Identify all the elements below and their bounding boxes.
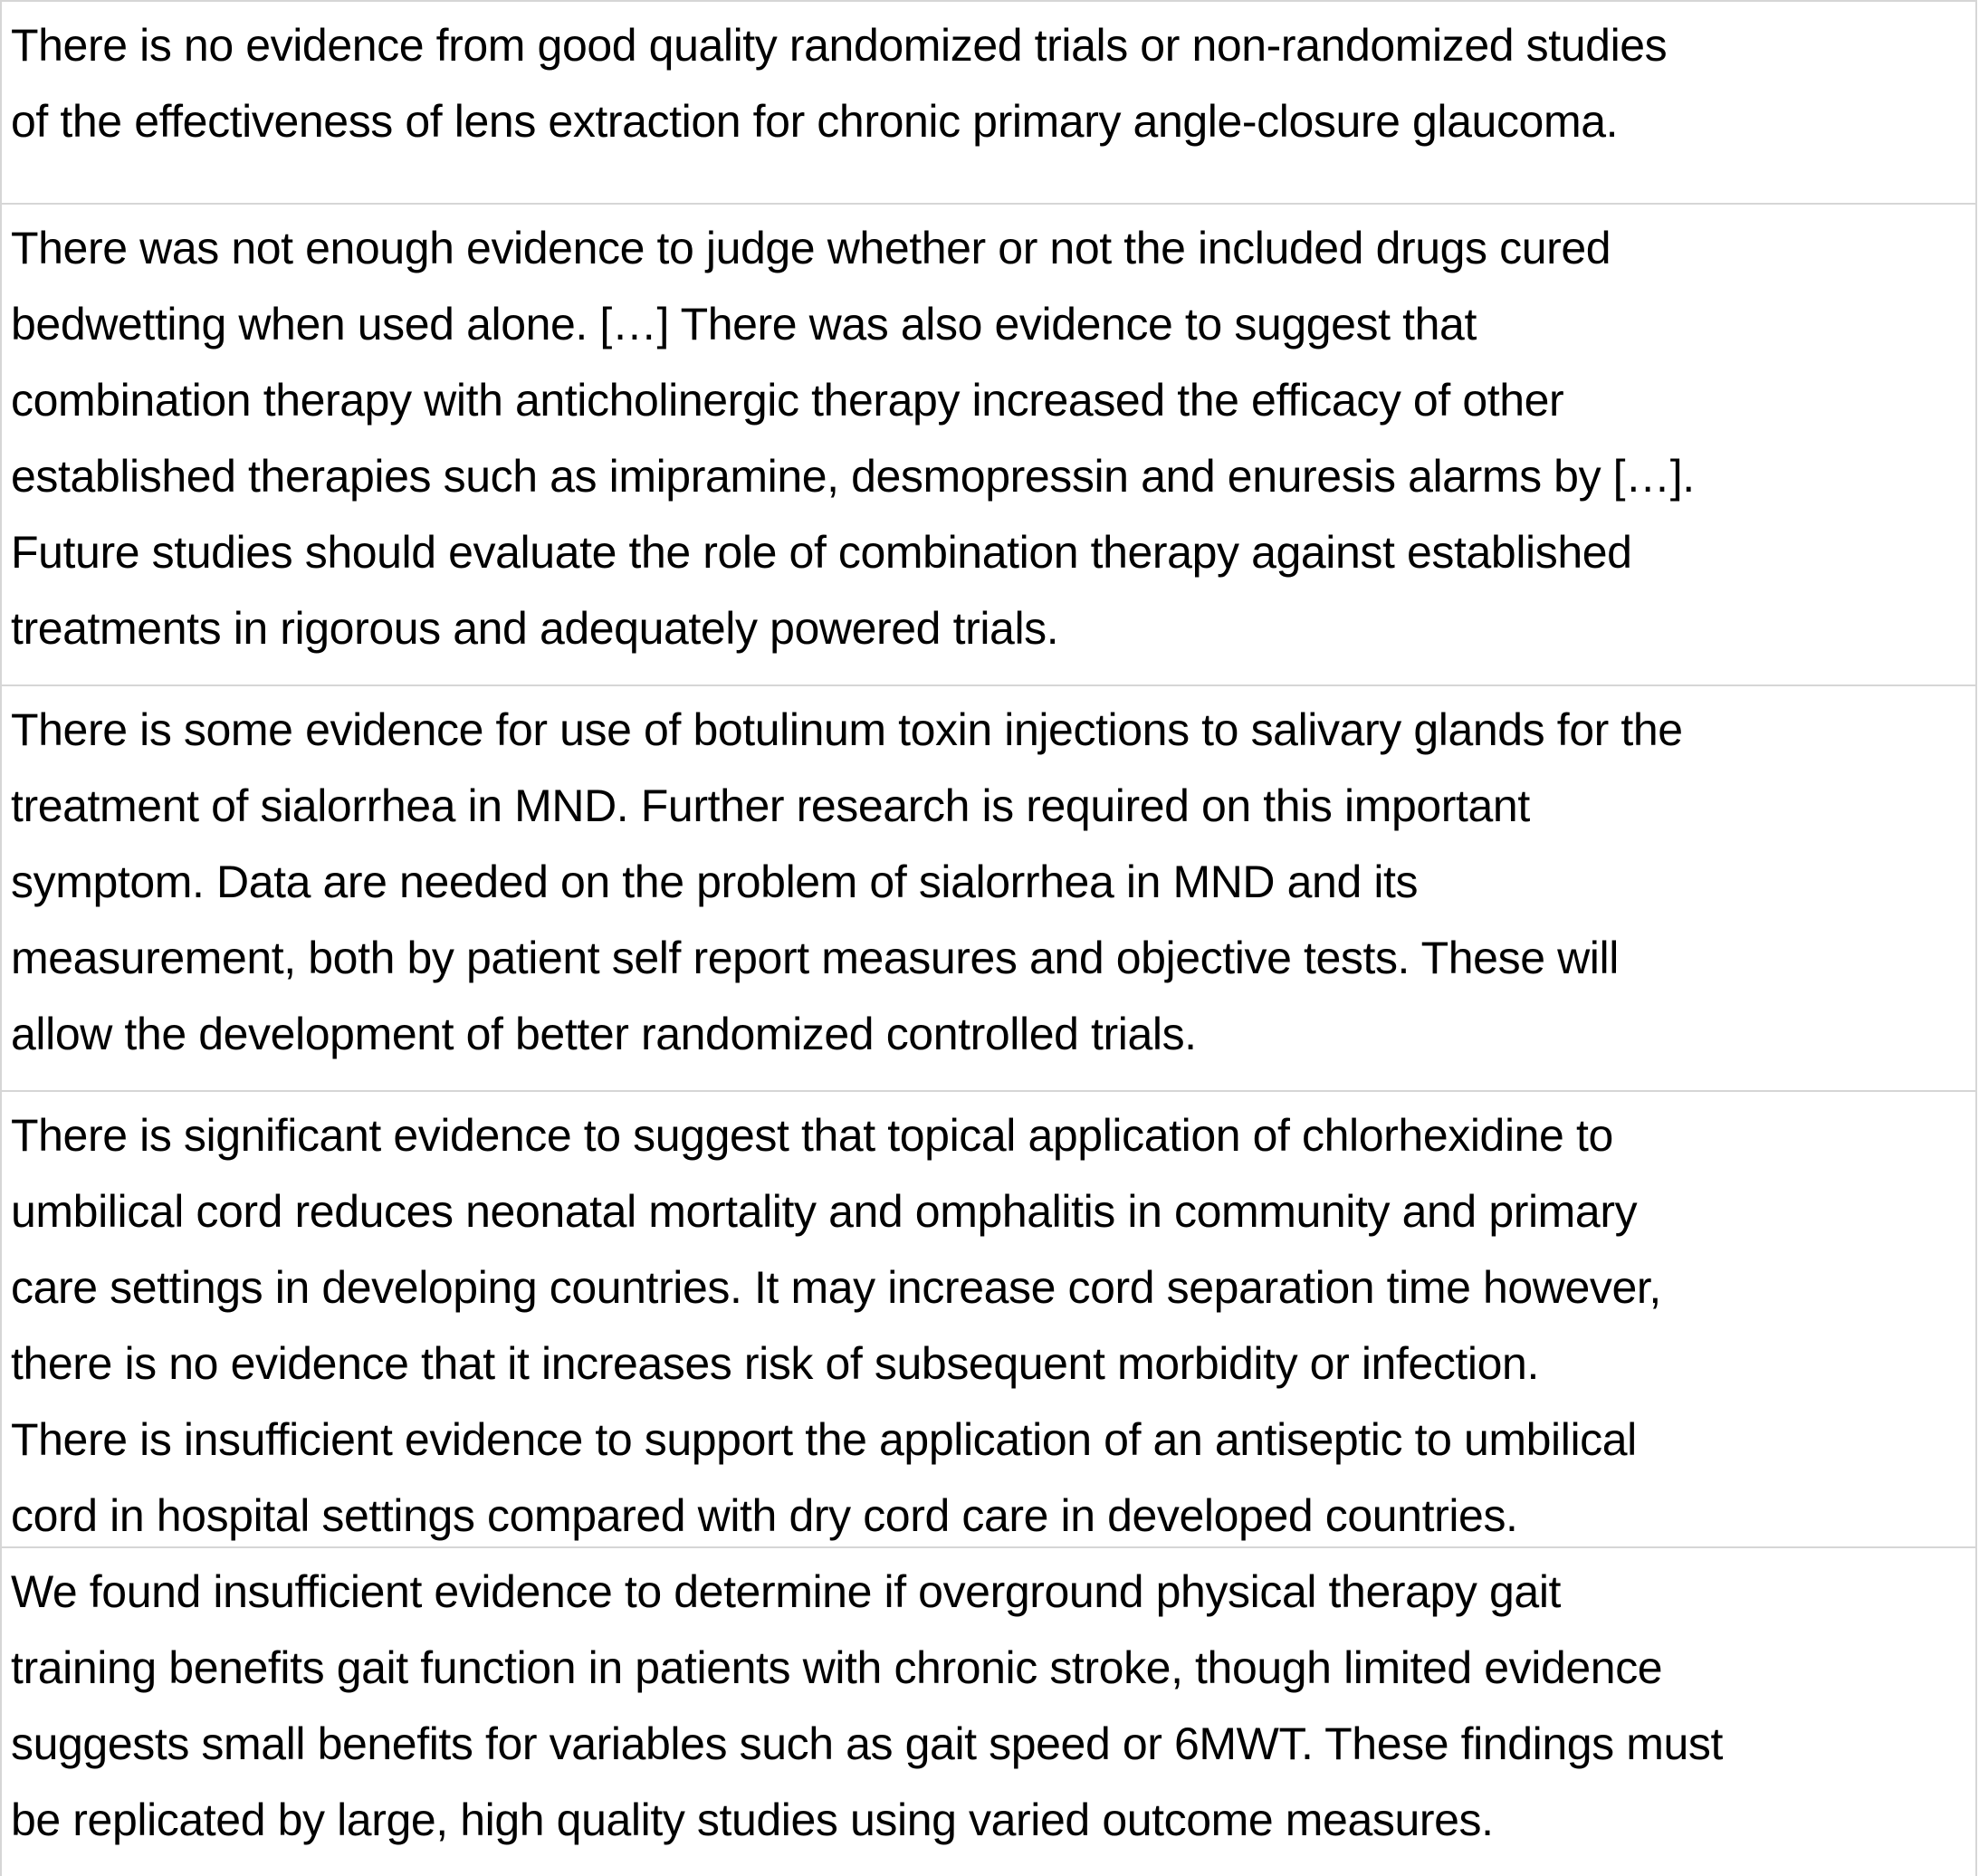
row-text: There was not enough evidence to judge whether or not the included drugs cured bedwetting when used alone. […] There was also evidence to suggest that combination therapy with anticholinergic therapy increased the efficacy of other established therapies such as imipramine, desmopressin and enuresis alarms by […]. Future studies should evaluate the role of combination therapy against established treatments in rigorous and adequately powered trials. xyxy=(11,223,1695,654)
table-row xyxy=(2,0,1975,205)
table-row xyxy=(2,1092,1975,1548)
table-row xyxy=(2,1548,1975,1876)
row-text: We found insufficient evidence to determine if overground physical therapy gait training benefits gait function in patients with chronic stroke, though limited evidence suggests small benefits for variables such as gait speed or 6MWT. These findings must be replicated by large, high quality studies using varied outcome measures. xyxy=(11,1566,1723,1845)
table-row xyxy=(2,205,1975,686)
row-text: There is significant evidence to suggest that topical application of chlorhexidine to umbilical cord reduces neonatal mortality and omphalitis in community and primary care settings in developing countries. It may increase cord separation time however, there is no evidence that it increases risk of subsequent morbidity or infection. There is insufficient evidence to support the application of an antiseptic to umbilical cord in hospital settings compared with dry cord care in developed countries. xyxy=(11,1110,1661,1541)
table-row xyxy=(2,686,1975,1092)
row-text: There is no evidence from good quality randomized trials or non-randomized studies of the effectiveness of lens extraction for chronic primary angle-closure glaucoma. xyxy=(11,20,1668,147)
row-text: There is some evidence for use of botulinum toxin injections to salivary glands for the treatment of sialorrhea in MND. Further research is required on this important symptom. Data are needed on the problem of sialorrhea in MND and its measurement, both by patient self report measures and objective tests. These will allow the development of better randomized controlled trials. xyxy=(11,704,1683,1059)
